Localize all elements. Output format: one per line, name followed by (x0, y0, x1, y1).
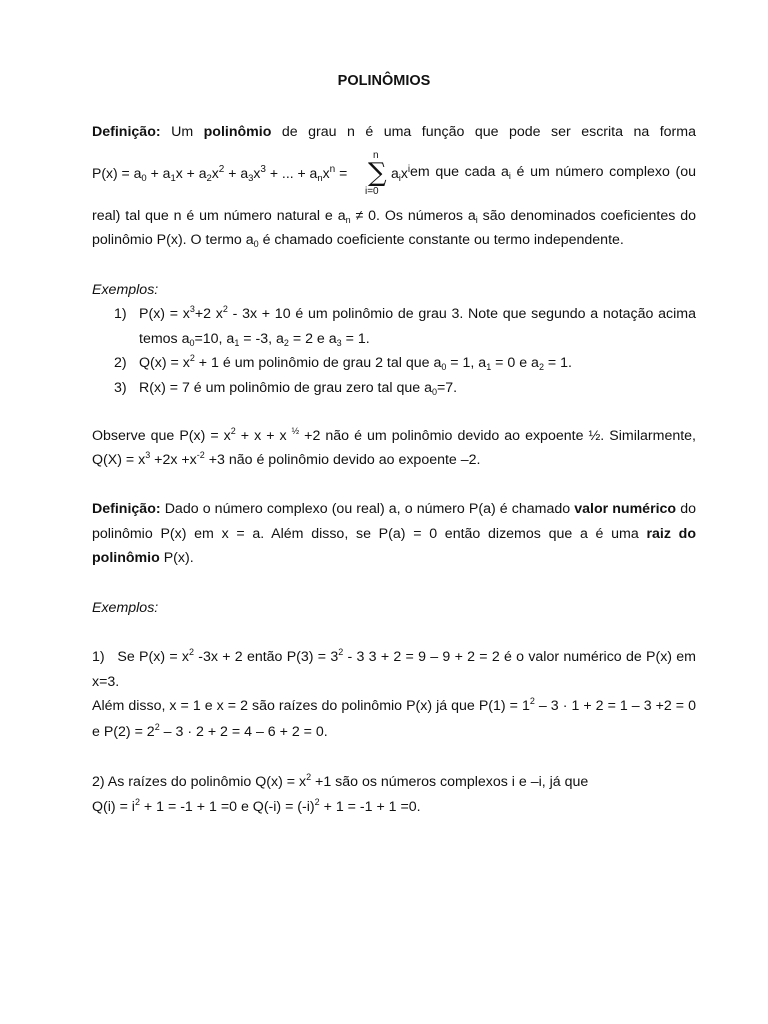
definition-1-line-4: polinômio P(x). O termo $a_0$ é chamado coeficiente constante ou termo independente. (92, 232, 624, 249)
example-2-1-line-2: x=3. (92, 674, 120, 690)
example-2-2-line-2: $Q(i) = i^2 + 1 = -1 + 1 =0$ e $Q(-i) = (-i)^2 + 1 = -1 + 1 =0$. (92, 797, 421, 815)
polynomial-formula (92, 152, 696, 202)
sum-lower-limit: i=0 (365, 186, 379, 197)
term-polinomio-2: polinômio (92, 550, 160, 566)
definition-2-line-1: Definição: Dado o número complexo (ou real) a, o número P(a) é chamado valor numérico do (92, 501, 696, 517)
definition-2-line-2: polinômio P(x) em x = a. Além disso, se P(a) = 0 então dizemos que a é uma raiz do (92, 526, 696, 542)
definition-2-line-3: polinômio P(x). (92, 550, 194, 566)
sum-term: $a_ix^i$ (391, 164, 411, 184)
example-2-1-line-3: Além disso, x = 1 e x = 2 são raízes do polinômio P(x) já que $P(1) = 1^2 - 3 \cdot 1 + 2 = 1 - 3 +2 = 0$ (92, 696, 696, 714)
example-2-2-line-1: 2) As raízes do polinômio $Q(x) = x^2 +1$ são os números complexos i e –i, já que (92, 772, 589, 790)
definition-1-line-3: real) tal que n é um número natural e $a_n \ne 0$. Os números $a_i$ são denominados coeficientes do (92, 208, 697, 225)
observe-line-2: $Q(X) = x^3 +2x +x^{-2} +3$ não é polinômio devido ao expoente –2. (92, 450, 481, 468)
formula-expression: $P(x) = a_0 + a_1x + a_2x^2 + a_3x^3$ + ... + $a_nx^n$ = (92, 164, 348, 184)
example-2-1-line-4: e $P(2) = 2^2 - 3 \cdot 2 + 2 = 4 - 6 + 2 = 0$. (92, 722, 328, 740)
definition-1-line-1: Definição: Um polinômio de grau n é uma função que pode ser escrita na forma (92, 124, 696, 140)
examples-heading-2: Exemplos: (92, 600, 159, 616)
examples-heading-1: Exemplos: (92, 282, 159, 298)
term-raiz-do: raiz do (646, 526, 696, 542)
definition-1-line-2: em que cada $a_i$ é um número complexo (ou (410, 164, 696, 181)
example-2-1-line-1: 1) Se $P(x) = x^2$ -3x + 2 então $P(3) = 3^2 - 3$ 3 + 2 = 9 – 9 + 2 = 2 é o valor numérico de P(x) em (92, 647, 696, 665)
observe-line-1: Observe que $P(x) = x^2 + x + x$ $^{\frac{1}{2}}$ +2 não é um polinômio devido ao expoente ½. Similarmente, (92, 426, 696, 444)
definition-label: Definição: (92, 501, 161, 517)
term-valor-numerico: valor numérico (574, 501, 677, 517)
document-page: POLINÔMIOS Definição: Um polinômio de grau n é uma função que pode ser escrita na forma $P(x) = a_0 + a_1x + a_2x^2 + a_3x^3$ + ... + $a_nx^n$ = n ∑ i=0 $a_ix^i$ em que cada $a_i$ é um número complexo (ou real) tal que n é um número natural e $a_n \ne 0$. Os números $a_i$ são denominados coeficientes do polinômio P(x). O termo $a_0$ é chamado coeficiente constante ou termo independente. Exemplos: 1) $P(x) = x^3+2$ $x^2 - 3x + 10$ é um polinômio de grau 3. Note que segundo a notação acima temos $a_0=10$, $a_1 = -3$, $a_2 = 2$ e $a_3 = 1$. 2) $Q(x) = x^2 + 1$ é um polinômio de grau 2 tal que $a_0 = 1$, $a_1 = 0$ e $a_2 = 1$. 3) R(x) = 7 é um polinômio de grau zero tal que $a_0=7$. Observe que $P(x) = x^2 + x + x$ $^{\frac{1}{2}}$ +2 não é um polinômio devido ao expoente ½. Similarmente, $Q(X) = x^3 +2x +x^{-2} +3$ não é polinômio devido ao expoente –2. Definição: Dado o número complexo (ou real) a, o número P(a) é chamado valor numérico do polinômio P(x) em x = a. Além disso, se P(a) = 0 então dizemos que a é uma raiz do polinômio P(x). Exemplos: 1) Se $P(x) = x^2$ -3x + 2 então $P(3) = 3^2 - 3$ 3 + 2 = 9 – 9 + 2 = 2 é o valor numérico de P(x) em x=3. Além disso, x = 1 e x = 2 são raízes do polinômio P(x) já que $P(1) = 1^2 - 3 \cdot 1 + 2 = 1 - 3 +2 = 0$ e $P(2) = 2^2 - 3 \cdot 2 + 2 = 4 - 6 + 2 = 0$. 2) As raízes do polinômio $Q(x) = x^2 +1$ são os números complexos i e –i, já que $Q(i) = i^2 + 1 = -1 + 1 =0$ e $Q(-i) = (-i)^2 + 1 = -1 + 1 =0$. (0, 0, 768, 1024)
term-polinomio: polinômio (203, 124, 272, 140)
definition-label: Definição: (92, 124, 161, 140)
page-title: POLINÔMIOS (337, 73, 431, 89)
sigma-symbol: ∑ (368, 158, 387, 188)
sum-upper-limit: n (373, 150, 379, 161)
